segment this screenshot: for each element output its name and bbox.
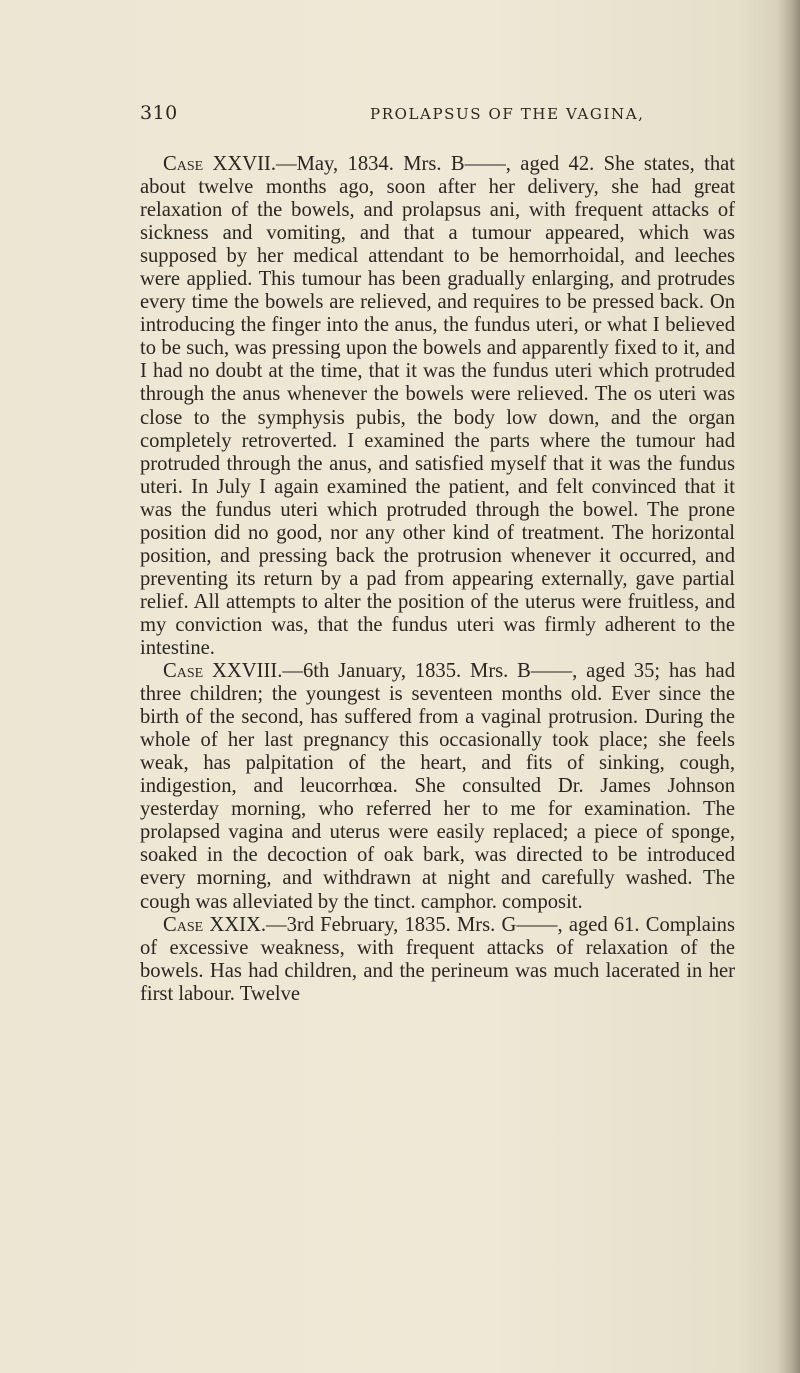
page-header — [140, 102, 730, 132]
body-text — [140, 153, 735, 1006]
case-text: —3rd February, 1835. Mrs. G——, aged 61. Complains of excessive weakness, with frequent attacks of relaxation of the bowels. Has had children, and the perineum was much lacerated in her first labour. Twelve — [140, 913, 735, 1005]
page-number: 310 — [140, 102, 178, 124]
case-heading: Case XXIX. — [163, 913, 266, 936]
case-paragraph — [140, 153, 735, 660]
case-paragraph — [140, 914, 735, 1006]
running-head: PROLAPSUS OF THE VAGINA, — [370, 105, 645, 123]
case-text: —6th January, 1835. Mrs. B——, aged 35; has had three children; the youngest is seventeen months old. Ever since the birth of the second, has suffered from a vaginal protrusion. During the whole of her last pregnancy this occasionally took place; she feels weak, has palpitation of the heart, and fits of sinking, cough, indigestion, and leucorrhœa. She consulted Dr. James Johnson yesterday morning, who referred her to me for examination. The prolapsed vagina and uterus were easily replaced; a piece of sponge, soaked in the decoction of oak bark, was directed to be introduced every morning, and withdrawn at night and carefully washed. The cough was alleviated by the tinct. camphor. composit. — [140, 660, 735, 913]
case-heading: Case XXVII. — [163, 153, 277, 175]
case-paragraph — [140, 660, 735, 914]
page-edge-shadow — [778, 0, 800, 1373]
case-heading: Case XXVIII. — [163, 660, 283, 683]
case-text: —May, 1834. Mrs. B——, aged 42. She states, that about twelve months ago, soon after her delivery, she had great relaxation of the bowels, and prolapsus ani, with frequent attacks of sickness and vomiting, and that a tumour appeared, which was supposed by her medical attendant to be hemorrhoidal, and leeches were applied. This tumour has been gradually enlarging, and protrudes every time the bowels are relieved, and requires to be pressed back. On introducing the finger into the anus, the fundus uteri, or what I believed to be such, was pressing upon the bowels and apparently fixed to it, and I had no doubt at the time, that it was the fundus uteri which protruded through the anus whenever the bowels were relieved. The os uteri was close to the symphysis pubis, the body low down, and the organ completely retroverted. I examined the parts where the tumour had protruded through the anus, and satisfied myself that it was the fundus uteri. In July I again examined the patient, and felt convinced that it was the fundus uteri which protruded through the bowel. The prone position did no good, nor any other kind of treatment. The horizontal position, and pressing back the protrusion whenever it occurred, and preventing its return by a pad from appearing externally, gave partial relief. All attempts to alter the position of the uterus were fruitless, and my conviction was, that the fundus uteri was firmly adherent to the intestine. — [140, 153, 735, 659]
